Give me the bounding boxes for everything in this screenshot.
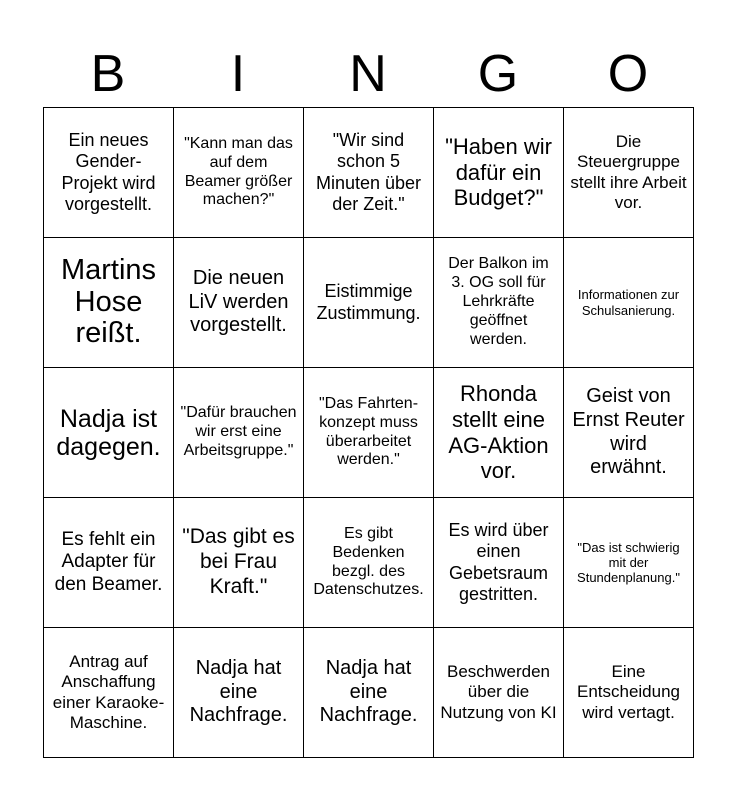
bingo-cell[interactable]: Nadja hat eine Nachfrage. xyxy=(304,628,434,758)
header-letter-b: B xyxy=(90,45,126,103)
bingo-header xyxy=(43,40,693,108)
bingo-cell[interactable]: Antrag auf Anschaffung einer Karaoke-Maschine. xyxy=(44,628,174,758)
header-letter-g: G xyxy=(477,45,519,103)
bingo-card xyxy=(43,107,694,758)
bingo-cell[interactable]: Rhonda stellt eine AG-Aktion vor. xyxy=(434,368,564,498)
bingo-cell[interactable]: Eine Entscheidung wird vertagt. xyxy=(564,628,694,758)
bingo-cell[interactable]: Nadja hat eine Nachfrage. xyxy=(174,628,304,758)
bingo-cell[interactable]: Geist von Ernst Reuter wird erwähnt. xyxy=(564,368,694,498)
bingo-cell[interactable]: Es wird über einen Gebetsraum gestritten. xyxy=(434,498,564,628)
bingo-cell[interactable]: "Das Fahrten-konzept muss überarbeitet werden." xyxy=(304,368,434,498)
header-letter-i: I xyxy=(230,45,246,103)
header-letter-o: O xyxy=(607,45,649,103)
bingo-cell[interactable]: Beschwerden über die Nutzung von KI xyxy=(434,628,564,758)
bingo-cell[interactable]: Nadja ist dagegen. xyxy=(44,368,174,498)
bingo-cell[interactable]: Ein neues Gender-Projekt wird vorgestellt. xyxy=(44,108,174,238)
bingo-cell[interactable]: "Wir sind schon 5 Minuten über der Zeit." xyxy=(304,108,434,238)
bingo-cell[interactable]: Es fehlt ein Adapter für den Beamer. xyxy=(44,498,174,628)
bingo-cell[interactable]: Die Steuergruppe stellt ihre Arbeit vor. xyxy=(564,108,694,238)
bingo-cell[interactable]: Martins Hose reißt. xyxy=(44,238,174,368)
header-letter-n: N xyxy=(349,45,387,103)
bingo-cell[interactable]: "Dafür brauchen wir erst eine Arbeitsgruppe." xyxy=(174,368,304,498)
bingo-cell[interactable]: Es gibt Bedenken bezgl. des Datenschutzes. xyxy=(304,498,434,628)
bingo-cell[interactable]: Die neuen LiV werden vorgestellt. xyxy=(174,238,304,368)
bingo-cell[interactable]: "Haben wir dafür ein Budget?" xyxy=(434,108,564,238)
bingo-cell[interactable]: "Das gibt es bei Frau Kraft." xyxy=(174,498,304,628)
bingo-cell[interactable]: Eistimmige Zustimmung. xyxy=(304,238,434,368)
bingo-cell[interactable]: "Kann man das auf dem Beamer größer machen?" xyxy=(174,108,304,238)
bingo-cell[interactable]: "Das ist schwierig mit der Stundenplanung." xyxy=(564,498,694,628)
bingo-cell[interactable]: Informationen zur Schulsanierung. xyxy=(564,238,694,368)
bingo-cell[interactable]: Der Balkon im 3. OG soll für Lehrkräfte geöffnet werden. xyxy=(434,238,564,368)
